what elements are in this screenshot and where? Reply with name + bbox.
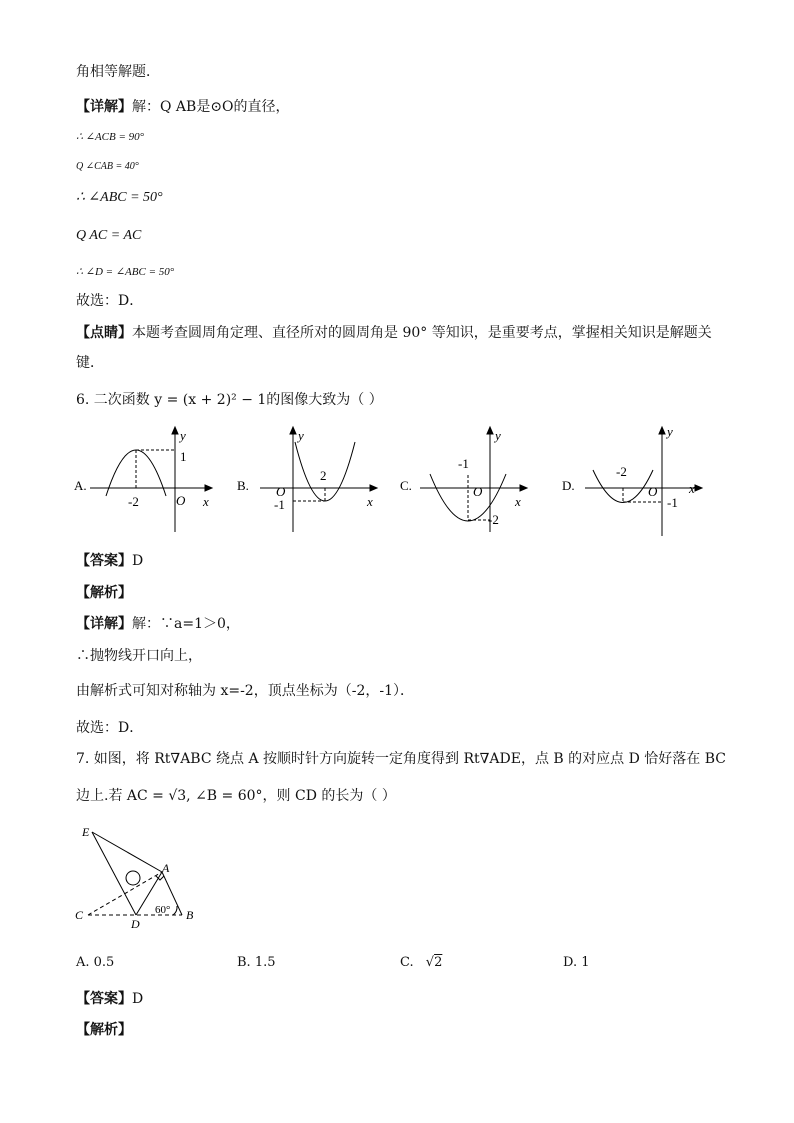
q6-b-y: y (298, 428, 304, 443)
q6-c-x: x (515, 494, 521, 509)
q6-option-a-label: A. (74, 478, 87, 493)
q7-label-a: A (162, 861, 170, 875)
q6-c-tick-2: -2 (488, 512, 499, 527)
q7-choice-c-sqrt: √2 (425, 955, 443, 970)
q6-d-x: x (689, 481, 695, 496)
q6-b-tick-2: -1 (274, 497, 285, 512)
q7-choice-a: A. 0.5 (76, 955, 115, 970)
detail-tag: 【详解】 (76, 99, 132, 115)
q6-option-c-label: C. (400, 478, 412, 493)
comment-tag: 【点睛】 (76, 325, 132, 341)
q6-a-origin: O (176, 493, 186, 508)
detail-6 (76, 614, 240, 634)
math-line-6: Q AC = AC (76, 228, 142, 243)
detail-6-line-4: 故选：D． (76, 720, 144, 736)
q6-a-tick-1: 1 (180, 449, 187, 464)
analysis-7-heading: 【解析】 (76, 1022, 132, 1038)
q6-d-origin: O (648, 484, 658, 499)
analysis-6-heading: 【解析】 (76, 585, 132, 601)
q6-c-y: y (495, 428, 501, 443)
q7-label-c: C (75, 908, 84, 922)
answer-6-value: D (132, 553, 144, 569)
q6-a-tick-2: -2 (128, 494, 139, 509)
q6-c-origin: O (473, 484, 483, 499)
q6-d-tick-2: -1 (667, 495, 678, 510)
q7-choice-d: D. 1 (563, 955, 590, 970)
text-line-1: 角相等解题． (76, 64, 160, 80)
q6-a-y: y (180, 428, 186, 443)
text-line-10: 键． (76, 355, 104, 371)
q6-d-y: y (667, 424, 673, 439)
answer-6-tag: 【答案】 (76, 553, 132, 569)
answer-7-tag: 【答案】 (76, 991, 132, 1007)
detail-6-tag: 【详解】 (76, 616, 132, 632)
q7-label-e: E (82, 825, 90, 839)
q6-b-x: x (367, 494, 373, 509)
math-line-3: ∴ ∠ACB = 90° (76, 131, 145, 143)
text-line-8: 故选：D． (76, 293, 144, 309)
q7-choice-b: B. 1.5 (237, 955, 276, 970)
q7-label-d: D (131, 917, 140, 931)
q7-choice-c-label: C. (400, 955, 414, 970)
q6-options-figure (70, 420, 710, 545)
q7-choice-c (400, 955, 442, 970)
math-line-5: ∴ ∠ABC = 50° (76, 190, 163, 205)
answer-7 (76, 989, 143, 1009)
q6-b-origin: O (276, 484, 286, 499)
detail-6-line-3: 由解析式可知对称轴为 x=-2，顶点坐标为（-2，-1）． (76, 683, 414, 699)
q6-option-b-label: B. (237, 478, 249, 493)
detail-6-text: 解：∵a=1＞0， (132, 616, 240, 632)
q7-angle-label: 60° (155, 904, 171, 916)
q6-d-tick-1: -2 (616, 464, 627, 479)
answer-6 (76, 551, 143, 571)
detail-line (76, 97, 290, 117)
answer-7-value: D (132, 991, 144, 1007)
q7-choice-c-value: 2 (434, 955, 443, 970)
q6-a-x: x (203, 494, 209, 509)
q7-triangle-figure (70, 820, 210, 935)
q6-c-tick-1: -1 (458, 456, 469, 471)
question-7-line-1: 7. 如图，将 Rt∇ABC 绕点 A 按顺时针方向旋转一定角度得到 Rt∇ADE，点 B 的对应点 D 恰好落在 BC (76, 751, 727, 767)
q7-label-b: B (186, 908, 194, 922)
detail-text: 解：Q AB是⊙O的直径， (132, 99, 290, 115)
q6-b-tick-1: 2 (320, 468, 327, 483)
question-7-line-2: 边上.若 AC = √3, ∠B = 60°，则 CD 的长为（ ） (76, 788, 396, 804)
math-line-7: ∴ ∠D = ∠ABC = 50° (76, 266, 175, 278)
detail-6-line-2: ∴抛物线开口向上， (76, 648, 202, 664)
question-6: 6. 二次函数 y = (x + 2)² − 1的图像大致为（ ） (76, 392, 383, 408)
comment-line (76, 323, 712, 343)
math-line-4: Q ∠CAB = 40° (76, 161, 139, 172)
q6-option-d-label: D. (562, 478, 575, 493)
comment-text: 本题考查圆周角定理、直径所对的圆周角是 90° 等知识，是重要考点，掌握相关知识是解题关 (132, 325, 712, 341)
